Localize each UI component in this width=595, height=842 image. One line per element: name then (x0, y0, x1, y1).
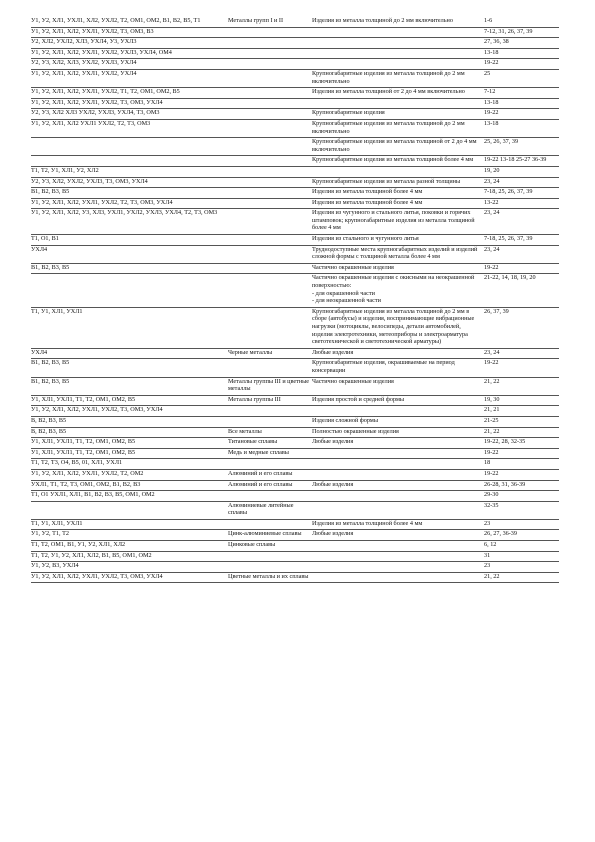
climate-category-cell: Т1, Т2, Т3, О4, В5, 01, ХЛ1, УХЛ1 (31, 459, 228, 470)
table-row (31, 406, 559, 417)
table-row (31, 166, 559, 177)
metal-group-cell (228, 406, 312, 417)
item-description-cell: Изделия из металла толщиной от 2 до 4 мм включительно (312, 88, 484, 99)
climate-category-cell: У2, У3, ХЛ2, ХЛ3, УХЛ2, УХЛ3, УХЛ4 (31, 59, 228, 70)
climate-category-cell: УХЛ1, Т1, Т2, Т3, ОМ1, ОМ2, В1, В2, В3 (31, 480, 228, 491)
metal-group-cell (228, 88, 312, 99)
metal-group-cell (228, 245, 312, 263)
coating-system-numbers-cell: 21, 22 (484, 377, 559, 395)
metal-group-cell (228, 177, 312, 188)
item-description-cell (312, 459, 484, 470)
table-row (31, 177, 559, 188)
metal-group-cell (228, 69, 312, 87)
coating-system-numbers-cell: 6, 12 (484, 541, 559, 552)
coating-system-numbers-cell: 23, 24 (484, 348, 559, 359)
item-description-cell: Частично окрашенные изделия с окисными на неокрашенной поверхностью: - для окрашенной части - для неокрашенной части (312, 274, 484, 307)
climate-category-cell: У2, У3, ХЛ2 ХЛ3 УХЛ2, УХЛ3, УХЛ4, Т3, ОМ3 (31, 109, 228, 120)
table-row (31, 27, 559, 38)
table-row (31, 38, 559, 49)
item-description-cell: Изделия из стального и чугунного литья (312, 235, 484, 246)
coating-system-numbers-cell: 21-25 (484, 416, 559, 427)
metal-group-cell: Титановые сплавы (228, 438, 312, 449)
metal-group-cell (228, 98, 312, 109)
table-row (31, 198, 559, 209)
item-description-cell: Крупногабаритные изделия из металла толщиной до 2 мм включительно (312, 69, 484, 87)
table-row (31, 348, 559, 359)
climate-category-cell: У1, ХЛ1, УХЛ1, Т1, Т2, ОМ1, ОМ2, В5 (31, 438, 228, 449)
item-description-cell: Крупногабаритные изделия, окрашиваемые на период консервации (312, 359, 484, 377)
table-row (31, 17, 559, 27)
table-row (31, 416, 559, 427)
climate-category-cell: Т1, У1, ХЛ1, УХЛ1 (31, 307, 228, 348)
climate-category-cell: У1, У2, В3, УХЛ4 (31, 562, 228, 573)
coating-system-numbers-cell: 7-12 (484, 88, 559, 99)
metal-group-cell: Металлы группы III и цветные металлы (228, 377, 312, 395)
climate-category-cell: Т1, О1, В1 (31, 235, 228, 246)
coating-system-numbers-cell: 27, 36, 38 (484, 38, 559, 49)
coating-system-numbers-cell: 23, 24 (484, 209, 559, 235)
table-row (31, 395, 559, 406)
item-description-cell: Изделия простой и средней формы (312, 395, 484, 406)
table-row (31, 69, 559, 87)
coating-system-numbers-cell: 23 (484, 519, 559, 530)
table-row (31, 274, 559, 307)
coating-system-numbers-cell: 29-30 (484, 491, 559, 502)
table-body (31, 17, 559, 583)
item-description-cell (312, 491, 484, 502)
table-row (31, 469, 559, 480)
item-description-cell (312, 48, 484, 59)
climate-category-cell: У1, ХЛ1, УХЛ1, Т1, Т2, ОМ1, ОМ2, В5 (31, 448, 228, 459)
metal-group-cell (228, 562, 312, 573)
metal-group-cell: Черные металлы (228, 348, 312, 359)
metal-group-cell: Алюминиевые литейные сплавы (228, 501, 312, 519)
climate-category-cell: В1, В2, В3, В5 (31, 188, 228, 199)
climate-category-cell: В1, В2, В3, В5 (31, 377, 228, 395)
coating-system-numbers-cell: 26, 37, 39 (484, 307, 559, 348)
coating-system-numbers-cell: 7-18, 25, 26, 37, 39 (484, 235, 559, 246)
climate-category-cell: У1, У2, ХЛ1, ХЛ2, УХЛ1, УХЛ2, Т3, ОМ3, В3 (31, 27, 228, 38)
table-row (31, 209, 559, 235)
metal-group-cell (228, 519, 312, 530)
item-description-cell: Крупногабаритные изделия из металла толщиной до 2 мм включительно (312, 119, 484, 137)
table-row (31, 138, 559, 156)
coating-system-numbers-cell: 19, 30 (484, 395, 559, 406)
metal-group-cell (228, 551, 312, 562)
coating-system-numbers-cell: 25 (484, 69, 559, 87)
metal-group-cell (228, 156, 312, 167)
coating-system-numbers-cell: 19-22 (484, 263, 559, 274)
table-row (31, 377, 559, 395)
climate-category-cell: У1, ХЛ1, УХЛ1, Т1, Т2, ОМ1, ОМ2, В5 (31, 395, 228, 406)
coating-system-numbers-cell: 19-22 13-18 25-27 36-39 (484, 156, 559, 167)
coating-system-numbers-cell: 23, 24 (484, 245, 559, 263)
coating-system-numbers-cell: 13-18 (484, 119, 559, 137)
coating-system-numbers-cell: 19-22 (484, 469, 559, 480)
table-row (31, 245, 559, 263)
item-description-cell: Любые изделия (312, 438, 484, 449)
climate-category-cell: Т1, Т2, У1, У2, ХЛ1, ХЛ2, В1, В5, ОМ1, ОМ2 (31, 551, 228, 562)
metal-group-cell: Цинк-алюминиевые сплавы (228, 530, 312, 541)
item-description-cell: Изделия из чугунного и стального литья, поковки и горячих штамповок; крупногабаритные изделия из металла толщиной более 4 мм (312, 209, 484, 235)
item-description-cell: Крупногабаритные изделия из металла толщиной от 2 до 4 мм включительно (312, 138, 484, 156)
metal-group-cell: Алюминий и его сплавы (228, 480, 312, 491)
item-description-cell (312, 541, 484, 552)
coating-system-numbers-cell: 19-22 (484, 359, 559, 377)
metal-group-cell (228, 119, 312, 137)
coating-system-numbers-cell: 19-22 (484, 109, 559, 120)
coating-system-numbers-cell: 21, 21 (484, 406, 559, 417)
coating-system-numbers-cell: 19-22, 28, 32-35 (484, 438, 559, 449)
metal-group-cell: Все металлы (228, 427, 312, 438)
item-description-cell: Крупногабаритные изделия из металла толщиной более 4 мм (312, 156, 484, 167)
item-description-cell: Любые изделия (312, 530, 484, 541)
climate-category-cell: У1, У2, ХЛ1, ХЛ2, УХЛ1, УХЛ2, УХЛ4 (31, 69, 228, 87)
table-row (31, 88, 559, 99)
climate-category-cell: У2, У3, ХЛ2, УХЛ2, УХЛ3, Т3, ОМ3, УХЛ4 (31, 177, 228, 188)
climate-category-cell: Т1, О1 УХЛ1, ХЛ1, В1, В2, В3, В5, ОМ1, ОМ2 (31, 491, 228, 502)
table-row (31, 119, 559, 137)
climate-category-cell: Т1, У1, ХЛ1, УХЛ1 (31, 519, 228, 530)
coating-system-numbers-cell: 13-18 (484, 48, 559, 59)
coating-system-numbers-cell: 31 (484, 551, 559, 562)
climate-category-cell: У1, У2, ХЛ1, ХЛ2, УХЛ1, УХЛ2, Т2, Т3, ОМ3, УХЛ4 (31, 198, 228, 209)
coating-system-numbers-cell: 19-22 (484, 448, 559, 459)
coating-systems-table (31, 17, 559, 583)
coating-system-numbers-cell: 26-28, 31, 36-39 (484, 480, 559, 491)
table-row (31, 98, 559, 109)
metal-group-cell (228, 59, 312, 70)
coating-system-numbers-cell: 21, 22 (484, 572, 559, 583)
item-description-cell: Изделия из металла толщиной более 4 мм (312, 519, 484, 530)
item-description-cell: Любые изделия (312, 480, 484, 491)
climate-category-cell: У1, У2, ХЛ1, ХЛ2, У3, ХЛ3, УХЛ1, УХЛ2, УХЛ3, УХЛ4, Т2, Т3, ОМ3 (31, 209, 228, 235)
item-description-cell (312, 406, 484, 417)
climate-category-cell: У1, У2, ХЛ1, ХЛ2, УХЛ1, УХЛ2, УХЛ3, УХЛ4, ОМ4 (31, 48, 228, 59)
table-row (31, 427, 559, 438)
table-row (31, 530, 559, 541)
coating-system-numbers-cell: 26, 27, 36-39 (484, 530, 559, 541)
item-description-cell: Любые изделия (312, 348, 484, 359)
coating-system-numbers-cell: 7-12, 31, 26, 37, 39 (484, 27, 559, 38)
metal-group-cell: Цинковые сплавы (228, 541, 312, 552)
coating-system-numbers-cell: 32-35 (484, 501, 559, 519)
metal-group-cell (228, 209, 312, 235)
table-row (31, 572, 559, 583)
table-row (31, 109, 559, 120)
metal-group-cell (228, 307, 312, 348)
table-row (31, 501, 559, 519)
table-row (31, 562, 559, 573)
climate-category-cell: У1, У2, ХЛ1, УХЛ1, ХЛ2, УХЛ2, Т2, ОМ1, ОМ2, В1, В2, В5, Т1 (31, 17, 228, 27)
climate-category-cell: Т1, Т2, ОМ1, В1, У1, У2, ХЛ1, ХЛ2 (31, 541, 228, 552)
table-row (31, 188, 559, 199)
climate-category-cell: Т1, Т2, У1, ХЛ1, У2, ХЛ2 (31, 166, 228, 177)
metal-group-cell (228, 198, 312, 209)
metal-group-cell: Алюминий и его сплавы (228, 469, 312, 480)
climate-category-cell: УХЛ4 (31, 245, 228, 263)
item-description-cell (312, 98, 484, 109)
item-description-cell: Крупногабаритные изделия из металла разной толщины (312, 177, 484, 188)
item-description-cell: Труднодоступные места крупногабаритных изделий и изделий сложной формы с толщиной металла более 4 мм (312, 245, 484, 263)
item-description-cell (312, 166, 484, 177)
metal-group-cell: Медь и медные сплавы (228, 448, 312, 459)
climate-category-cell: В1, В2, В3, В5 (31, 359, 228, 377)
coating-system-numbers-cell: 23 (484, 562, 559, 573)
coating-system-numbers-cell: 19-22 (484, 59, 559, 70)
table-row (31, 359, 559, 377)
item-description-cell (312, 469, 484, 480)
coating-system-numbers-cell: 1-6 (484, 17, 559, 27)
metal-group-cell (228, 188, 312, 199)
table-row (31, 480, 559, 491)
table-row (31, 459, 559, 470)
climate-category-cell: У1, У2, ХЛ1, ХЛ2, УХЛ1, УХЛ2, Т3, ОМ3, УХЛ4 (31, 406, 228, 417)
item-description-cell (312, 501, 484, 519)
item-description-cell (312, 448, 484, 459)
metal-group-cell (228, 138, 312, 156)
item-description-cell: Изделия сложной формы (312, 416, 484, 427)
metal-group-cell (228, 359, 312, 377)
climate-category-cell: УХЛ4 (31, 348, 228, 359)
item-description-cell: Изделия из металла толщиной до 2 мм включительно (312, 17, 484, 27)
coating-system-numbers-cell: 7-18, 25, 26, 37, 39 (484, 188, 559, 199)
metal-group-cell (228, 491, 312, 502)
climate-category-cell: В, В2, В3, В5 (31, 427, 228, 438)
table-row (31, 491, 559, 502)
metal-group-cell: Металлы групп I и II (228, 17, 312, 27)
item-description-cell (312, 562, 484, 573)
table-row (31, 48, 559, 59)
item-description-cell: Изделия из металла толщиной более 4 мм (312, 198, 484, 209)
metal-group-cell (228, 263, 312, 274)
item-description-cell: Частично окрашенные изделия (312, 377, 484, 395)
climate-category-cell (31, 274, 228, 307)
item-description-cell: Полностью окрашенные изделия (312, 427, 484, 438)
table-row (31, 307, 559, 348)
climate-category-cell: У1, У2, Т1, Т2 (31, 530, 228, 541)
table-row (31, 59, 559, 70)
item-description-cell: Крупногабаритные изделия (312, 109, 484, 120)
coating-system-numbers-cell: 13-18 (484, 98, 559, 109)
table-row (31, 551, 559, 562)
climate-category-cell: В1, В2, В3, В5 (31, 263, 228, 274)
table-row (31, 156, 559, 167)
metal-group-cell: Цветные металлы и их сплавы (228, 572, 312, 583)
metal-group-cell (228, 235, 312, 246)
coating-system-numbers-cell: 25, 26, 37, 39 (484, 138, 559, 156)
item-description-cell: Изделия из металла толщиной более 4 мм (312, 188, 484, 199)
climate-category-cell (31, 501, 228, 519)
metal-group-cell (228, 166, 312, 177)
metal-group-cell (228, 38, 312, 49)
coating-system-numbers-cell: 21-22, 14, 18, 19, 20 (484, 274, 559, 307)
item-description-cell (312, 59, 484, 70)
coating-system-numbers-cell: 21, 22 (484, 427, 559, 438)
table-row (31, 263, 559, 274)
table-row (31, 235, 559, 246)
climate-category-cell: У1, У2, ХЛ1, ХЛ2, УХЛ1, УХЛ2, Т3, ОМ3, УХЛ4 (31, 98, 228, 109)
metal-group-cell (228, 459, 312, 470)
climate-category-cell: У1, У2, ХЛ1, ХЛ2 УХЛ1 УХЛ2, Т2, Т3, ОМ3 (31, 119, 228, 137)
climate-category-cell: У1, У2, ХЛ1, ХЛ2, УХЛ1, УХЛ2, Т2, ОМ2 (31, 469, 228, 480)
item-description-cell (312, 572, 484, 583)
item-description-cell: Крупногабаритные изделия из металла толщиной до 2 мм в сборе (автобусы) и изделия, воспринимающие вибрационные нагрузки (мотоциклы, велосипеды, детали автомобилей, изделия электротехники, метеоприборы и электроарматура светотехнической и светотехнической арматуры) (312, 307, 484, 348)
item-description-cell (312, 38, 484, 49)
item-description-cell: Частично окрашенные изделия (312, 263, 484, 274)
coating-system-numbers-cell: 18 (484, 459, 559, 470)
table-row (31, 541, 559, 552)
coating-system-numbers-cell: 19, 20 (484, 166, 559, 177)
climate-category-cell (31, 156, 228, 167)
table-row (31, 519, 559, 530)
climate-category-cell: У1, У2, ХЛ1, ХЛ2, УХЛ1, УХЛ2, Т3, ОМ3, УХЛ4 (31, 572, 228, 583)
item-description-cell (312, 27, 484, 38)
metal-group-cell (228, 27, 312, 38)
climate-category-cell: В, В2, В3, В5 (31, 416, 228, 427)
table-row (31, 448, 559, 459)
item-description-cell (312, 551, 484, 562)
metal-group-cell (228, 416, 312, 427)
coating-system-numbers-cell: 13-22 (484, 198, 559, 209)
climate-category-cell: У1, У2, ХЛ1, ХЛ2, УХЛ1, УХЛ2, Т1, Т2, ОМ1, ОМ2, В5 (31, 88, 228, 99)
climate-category-cell (31, 138, 228, 156)
metal-group-cell (228, 274, 312, 307)
metal-group-cell (228, 109, 312, 120)
metal-group-cell (228, 48, 312, 59)
coating-system-numbers-cell: 23, 24 (484, 177, 559, 188)
metal-group-cell: Металлы группы III (228, 395, 312, 406)
climate-category-cell: У2, ХЛ2, УХЛ2, ХЛ3, УХЛ4, У3, УХЛ3 (31, 38, 228, 49)
table-row (31, 438, 559, 449)
